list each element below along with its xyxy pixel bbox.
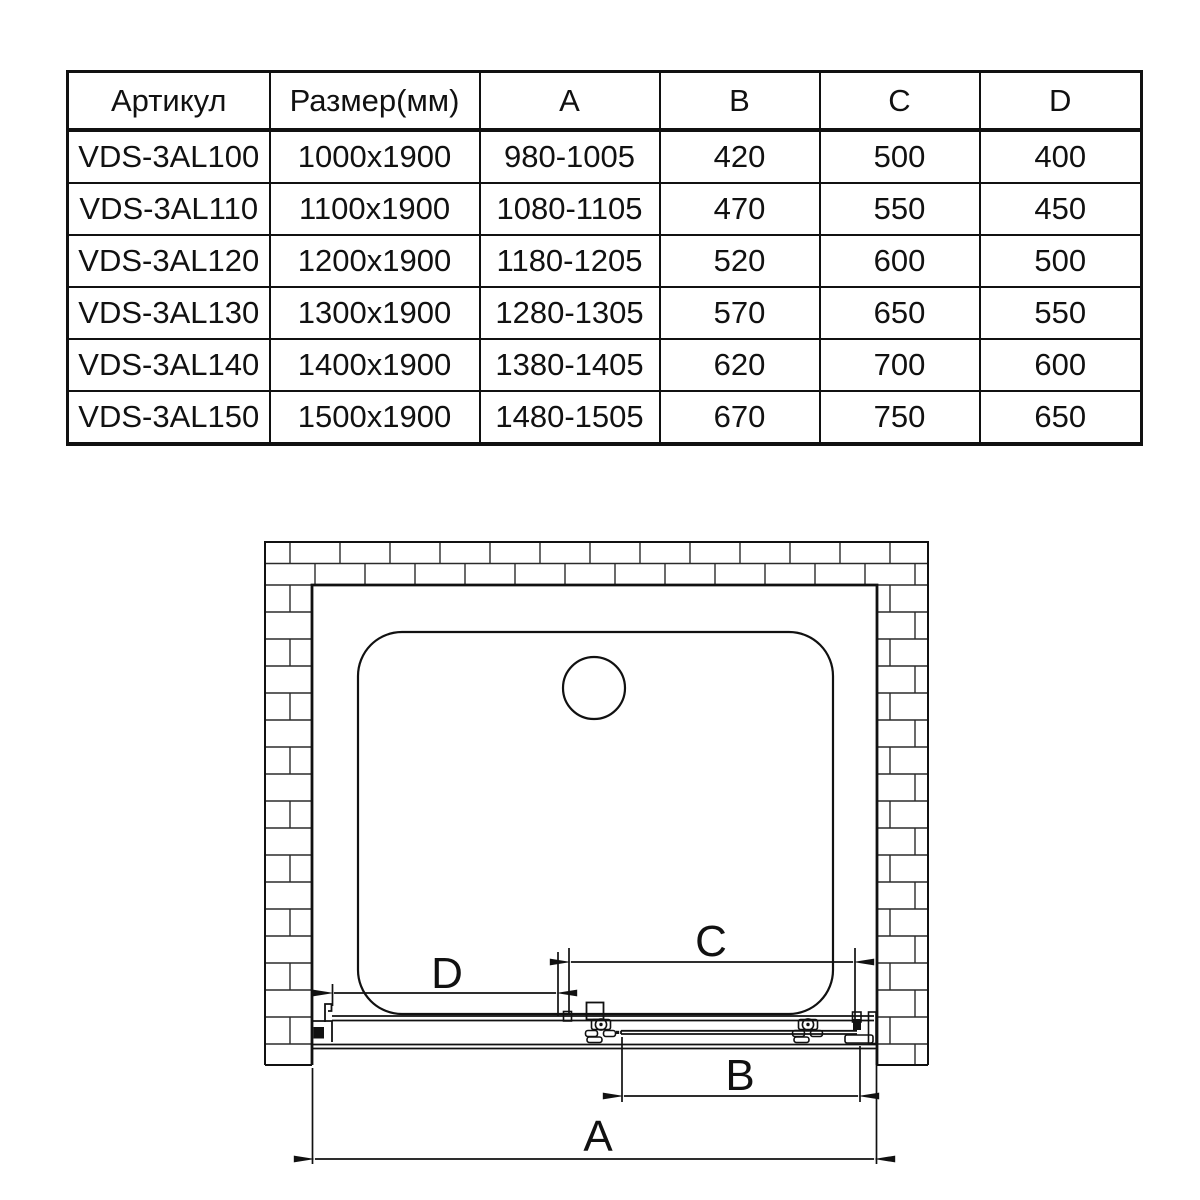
left-wall-profile [312,1004,332,1042]
cell-d: 600 [980,339,1142,391]
cell-c: 700 [820,339,980,391]
dimension-b [622,1037,860,1102]
cell-size: 1500x1900 [270,391,480,444]
cell-article: VDS-3AL110 [68,183,270,235]
dimension-c-label: C [695,917,727,966]
header-razmer: Размер(мм) [270,72,480,131]
cell-a: 1280-1305 [480,287,660,339]
roller-left [586,1019,616,1043]
header-c: C [820,72,980,131]
cell-size: 1100x1900 [270,183,480,235]
brick-wall-left [265,585,312,1065]
cell-d: 550 [980,287,1142,339]
cell-size: 1000x1900 [270,130,480,183]
cell-b: 420 [660,130,820,183]
cell-size: 1400x1900 [270,339,480,391]
brick-wall-right [877,585,928,1065]
cell-d: 450 [980,183,1142,235]
cell-article: VDS-3AL100 [68,130,270,183]
brick-wall-top [265,542,928,585]
cell-c: 600 [820,235,980,287]
sliding-panel [616,1031,857,1034]
cell-b: 670 [660,391,820,444]
cell-a: 1480-1505 [480,391,660,444]
cell-article: VDS-3AL140 [68,339,270,391]
cell-a: 1180-1205 [480,235,660,287]
door-assembly [312,1003,877,1049]
dimension-a [313,1050,877,1164]
cell-d: 400 [980,130,1142,183]
cell-a: 1380-1405 [480,339,660,391]
cell-b: 570 [660,287,820,339]
header-a: A [480,72,660,131]
dimension-c [569,917,855,1021]
cell-size: 1300x1900 [270,287,480,339]
cell-a: 1080-1105 [480,183,660,235]
cell-article: VDS-3AL150 [68,391,270,444]
cell-a: 980-1005 [480,130,660,183]
wall-outer-edge [265,542,928,1065]
cell-d: 500 [980,235,1142,287]
cell-d: 650 [980,391,1142,444]
cell-c: 500 [820,130,980,183]
header-d: D [980,72,1142,131]
cell-c: 750 [820,391,980,444]
dimension-b-label: B [725,1051,755,1100]
dimension-d-label: D [431,949,463,998]
cell-b: 520 [660,235,820,287]
cell-c: 550 [820,183,980,235]
cell-b: 470 [660,183,820,235]
bottom-sill [312,1045,877,1049]
fixed-panel-clamp [587,1003,604,1020]
cell-article: VDS-3AL130 [68,287,270,339]
cell-size: 1200x1900 [270,235,480,287]
cell-c: 650 [820,287,980,339]
dimension-a-label: A [583,1112,613,1161]
drain-circle [563,657,625,719]
dimension-d [333,949,559,1016]
cell-article: VDS-3AL120 [68,235,270,287]
cell-b: 620 [660,339,820,391]
shower-tray [358,632,833,1014]
header-artikul: Артикул [68,72,270,131]
header-b: B [660,72,820,131]
